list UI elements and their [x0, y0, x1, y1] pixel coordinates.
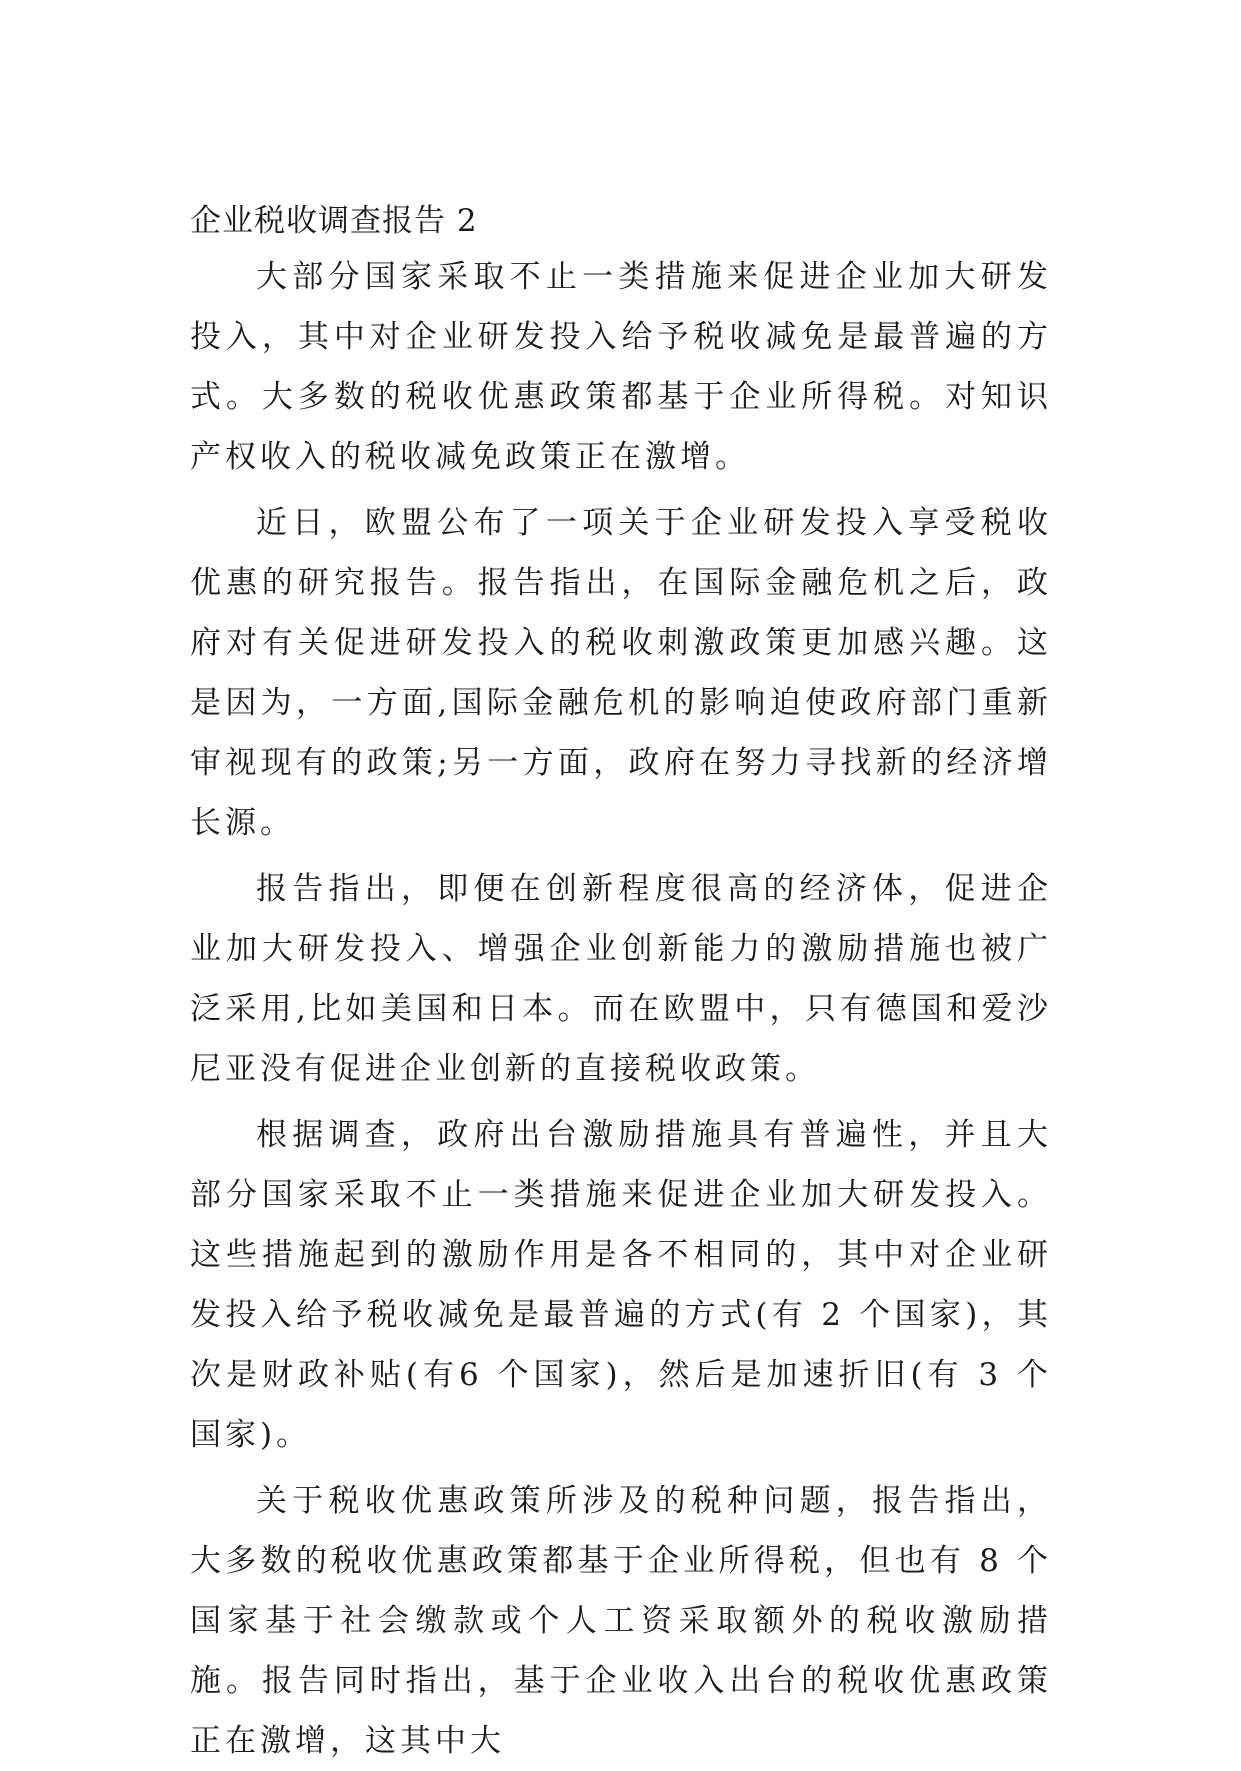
document-page [190, 195, 1052, 1771]
paragraph-1: 大部分国家采取不止一类措施来促进企业加大研发投入，其中对企业研发投入给予税收减免是最普遍的方式。大多数的税收优惠政策都基于企业所得税。对知识产权收入的税收减免政策正在激增。 [190, 259, 1052, 475]
paragraph-4: 根据调查，政府出台激励措施具有普遍性，并且大部分国家采取不止一类措施来促进企业加大研发投入。这些措施起到的激励作用是各不相同的，其中对企业研发投入给予税收减免是最普遍的方式(有 2 个国家)，其次是财政补贴(有6 个国家)，然后是加速折旧(有 3 个国家)。 [190, 1117, 1052, 1453]
paragraph-5: 关于税收优惠政策所涉及的税种问题，报告指出，大多数的税收优惠政策都基于企业所得税，但也有 8 个国家基于社会缴款或个人工资采取额外的税收激励措施。报告同时指出，基于企业收入出台的税收优惠政策正在激增，这其中大 [190, 1483, 1052, 1759]
paragraph-2: 近日，欧盟公布了一项关于企业研发投入享受税收优惠的研究报告。报告指出，在国际金融危机之后，政府对有关促进研发投入的税收刺激政策更加感兴趣。这是因为，一方面,国际金融危机的影响迫使政府部门重新审视现有的政策;另一方面，政府在努力寻找新的经济增长源。 [190, 505, 1052, 841]
document-title: 企业税收调查报告 2 [190, 203, 478, 239]
paragraph-3: 报告指出，即便在创新程度很高的经济体，促进企业加大研发投入、增强企业创新能力的激励措施也被广泛采用,比如美国和日本。而在欧盟中，只有德国和爱沙尼亚没有促进企业创新的直接税收政策。 [190, 871, 1052, 1087]
